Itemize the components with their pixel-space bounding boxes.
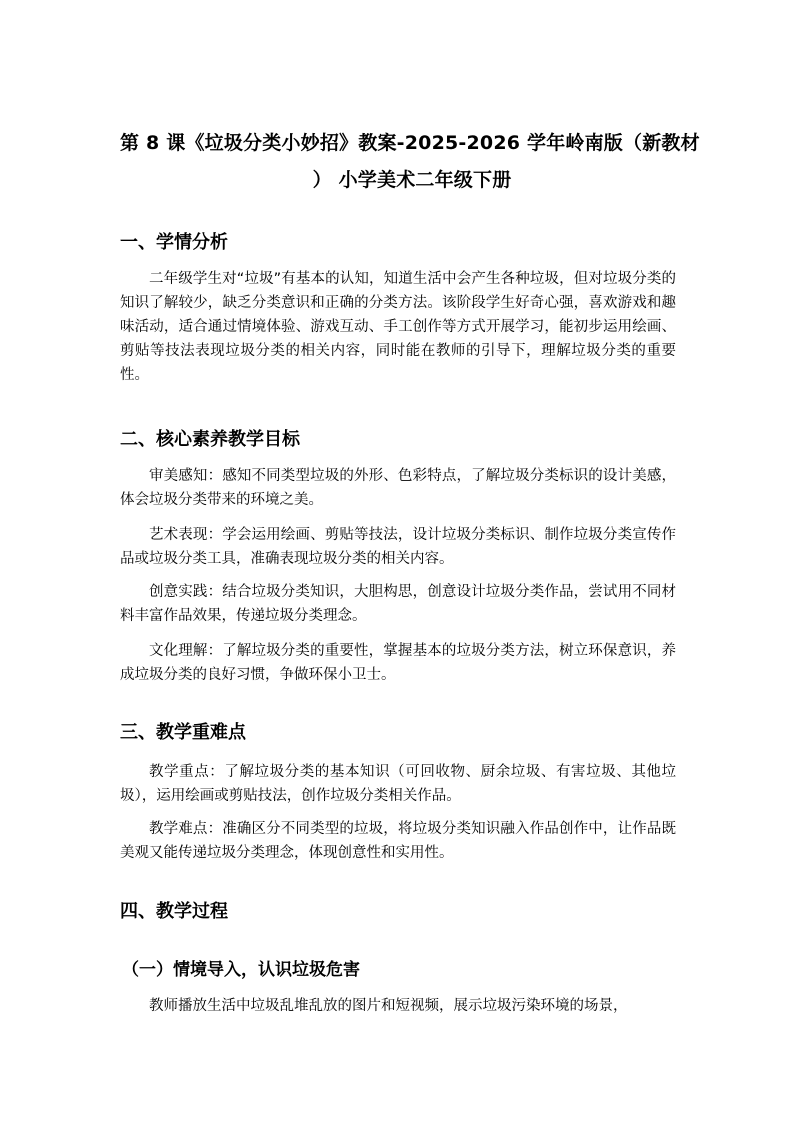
- paragraph-situation-intro: 教师播放生活中垃圾乱堆乱放的图片和短视频，展示垃圾污染环境的场景，: [149, 998, 628, 1014]
- paragraph-goal-creative: 创意实践：结合垃圾分类知识，大胆构思，创意设计垃圾分类作品，尝试用不同材料丰富作品效果，传递垃圾分类理念。: [120, 584, 676, 624]
- section-heading-key-points: 三、教学重难点: [120, 722, 246, 743]
- section-heading-teaching-goals: 二、核心素养教学目标: [120, 429, 300, 450]
- paragraph-goal-expression: 艺术表现：学会运用绘画、剪贴等技法，设计垃圾分类标识、制作垃圾分类宣传作品或垃圾分类工具，准确表现垃圾分类的相关内容。: [120, 527, 676, 567]
- paragraph-goal-aesthetic: 审美感知：感知不同类型垃圾的外形、色彩特点，了解垃圾分类标识的设计美感，体会垃圾分类带来的环境之美。: [120, 468, 676, 508]
- paragraph-key-point: 教学重点：了解垃圾分类的基本知识（可回收物、厨余垃圾、有害垃圾、其他垃圾），运用绘画或剪贴技法，创作垃圾分类相关作品。: [120, 764, 676, 804]
- paragraph-difficult-point: 教学难点：准确区分不同类型的垃圾，将垃圾分类知识融入作品创作中，让作品既美观又能传递垃圾分类理念，体现创意性和实用性。: [120, 821, 676, 861]
- section-heading-learning-analysis: 一、学情分析: [120, 232, 228, 253]
- paragraph-goal-culture: 文化理解：了解垃圾分类的重要性，掌握基本的垃圾分类方法，树立环保意识，养成垃圾分类的良好习惯，争做环保小卫士。: [120, 643, 676, 683]
- section-heading-teaching-process: 四、教学过程: [120, 901, 228, 922]
- subsection-heading-situation-intro: （一）情境导入，认识垃圾危害: [122, 960, 360, 980]
- document-title-line-1: 第 8 课《垃圾分类小妙招》教案-2025-2026 学年岭南版（新教材: [120, 132, 700, 154]
- paragraph-learning-analysis: 二年级学生对“垃圾”有基本的认知，知道生活中会产生各种垃圾，但对垃圾分类的知识了解较少，缺乏分类意识和正确的分类方法。该阶段学生好奇心强，喜欢游戏和趣味活动，适合通过情境体验、游戏互动、手工创作等方式开展学习，能初步运用绘画、剪贴等技法表现垃圾分类的相关内容，同时能在教师的引导下，理解垃圾分类的重要性。: [120, 271, 676, 383]
- document-title-line-2: ） 小学美术二年级下册: [312, 169, 512, 191]
